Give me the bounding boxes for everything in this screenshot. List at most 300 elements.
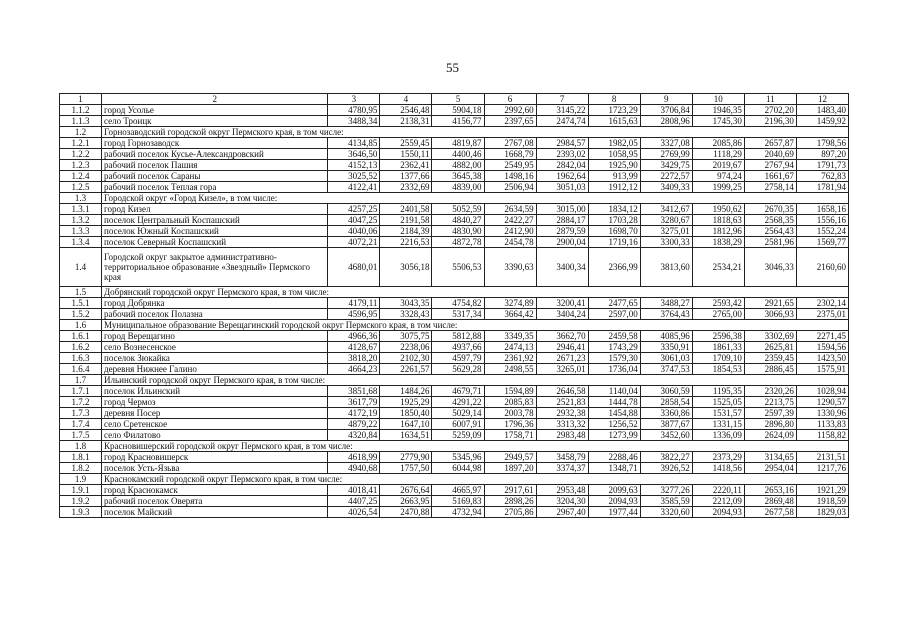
value-cell: 1550,11 — [380, 149, 432, 160]
value-cell: 2470,88 — [380, 507, 432, 518]
row-id: 1.6 — [60, 320, 102, 331]
value-cell: 3452,60 — [640, 430, 692, 441]
value-cell: 4047,25 — [328, 215, 380, 226]
value-cell: 4830,90 — [432, 226, 484, 237]
value-cell: 4085,96 — [640, 331, 692, 342]
value-cell: 2191,58 — [380, 215, 432, 226]
value-cell: 3051,03 — [536, 182, 588, 193]
value-cell: 2705,86 — [484, 507, 536, 518]
value-cell: 1950,62 — [692, 204, 744, 215]
value-cell: 2003,78 — [484, 408, 536, 419]
value-cell: 1977,44 — [588, 507, 640, 518]
settlement-name: город Усолье — [102, 105, 328, 116]
value-cell: 2884,17 — [536, 215, 588, 226]
value-cell: 2657,87 — [744, 138, 796, 149]
value-cell: 4134,85 — [328, 138, 380, 149]
table-row — [60, 149, 849, 160]
settlement-name: рабочий поселок Сараны — [102, 171, 328, 182]
value-cell: 3822,27 — [640, 452, 692, 463]
value-cell: 5169,83 — [432, 496, 484, 507]
settlement-name: село Филатово — [102, 430, 328, 441]
value-cell: 1796,36 — [484, 419, 536, 430]
value-cell: 2984,57 — [536, 138, 588, 149]
value-cell: 1594,56 — [796, 342, 848, 353]
settlement-name: поселок Ильинский — [102, 386, 328, 397]
table-row — [60, 160, 849, 171]
value-cell: 1531,57 — [692, 408, 744, 419]
value-cell: 3350,91 — [640, 342, 692, 353]
value-cell: 5345,96 — [432, 452, 484, 463]
value-cell: 2967,40 — [536, 507, 588, 518]
value-cell: 4665,97 — [432, 485, 484, 496]
settlement-name: поселок Усть-Язьва — [102, 463, 328, 474]
row-id: 1.7.3 — [60, 408, 102, 419]
value-cell: 2596,38 — [692, 331, 744, 342]
value-cell: 1661,67 — [744, 171, 796, 182]
table-row — [60, 463, 849, 474]
value-cell: 3200,41 — [536, 298, 588, 309]
value-cell: 2361,92 — [484, 353, 536, 364]
row-id: 1.4 — [60, 248, 102, 287]
value-cell: 4122,41 — [328, 182, 380, 193]
value-cell: 4179,11 — [328, 298, 380, 309]
value-cell: 2546,48 — [380, 105, 432, 116]
row-id: 1.8.1 — [60, 452, 102, 463]
settlement-name: поселок Северный Коспашский — [102, 237, 328, 248]
row-id: 1.7.4 — [60, 419, 102, 430]
value-cell: 1423,50 — [796, 353, 848, 364]
value-cell: 3300,33 — [640, 237, 692, 248]
value-cell: 3400,34 — [536, 248, 588, 287]
row-id: 1.6.1 — [60, 331, 102, 342]
value-cell: 2019,67 — [692, 160, 744, 171]
settlement-name: село Сретенское — [102, 419, 328, 430]
value-cell: 3204,30 — [536, 496, 588, 507]
value-cell: 3404,24 — [536, 309, 588, 320]
column-number: 1 — [60, 94, 102, 105]
column-number: 9 — [640, 94, 692, 105]
value-cell: 1484,26 — [380, 386, 432, 397]
value-cell: 1743,29 — [588, 342, 640, 353]
row-id: 1.2.3 — [60, 160, 102, 171]
value-cell: 3360,86 — [640, 408, 692, 419]
value-cell: 2099,63 — [588, 485, 640, 496]
row-id: 1.7.2 — [60, 397, 102, 408]
table-row — [60, 397, 849, 408]
settlement-name: рабочий поселок Теплая гора — [102, 182, 328, 193]
row-id: 1.7.5 — [60, 430, 102, 441]
row-id: 1.3.2 — [60, 215, 102, 226]
value-cell: 2238,06 — [380, 342, 432, 353]
value-cell: 1290,57 — [796, 397, 848, 408]
value-cell: 5029,14 — [432, 408, 484, 419]
value-cell: 2946,41 — [536, 342, 588, 353]
value-cell: 2477,65 — [588, 298, 640, 309]
value-cell: 5259,09 — [432, 430, 484, 441]
value-cell: 2422,27 — [484, 215, 536, 226]
value-cell: 3046,33 — [744, 248, 796, 287]
value-cell: 2597,39 — [744, 408, 796, 419]
value-cell: 3585,59 — [640, 496, 692, 507]
value-cell: 2213,75 — [744, 397, 796, 408]
row-id: 1.2.4 — [60, 171, 102, 182]
value-cell: 2767,08 — [484, 138, 536, 149]
value-cell: 1575,91 — [796, 364, 848, 375]
row-id: 1.3.4 — [60, 237, 102, 248]
value-cell: 1459,92 — [796, 116, 848, 127]
table-row — [60, 496, 849, 507]
value-cell: 1798,56 — [796, 138, 848, 149]
value-cell: 5317,34 — [432, 309, 484, 320]
value-cell: 2459,58 — [588, 331, 640, 342]
value-cell: 2131,51 — [796, 452, 848, 463]
value-cell: 2373,29 — [692, 452, 744, 463]
table-row — [60, 215, 849, 226]
table-row — [60, 507, 849, 518]
settlement-name: рабочий поселок Оверята — [102, 496, 328, 507]
value-cell: 4597,79 — [432, 353, 484, 364]
value-cell: 2879,59 — [536, 226, 588, 237]
row-id: 1.5 — [60, 287, 102, 298]
column-number: 7 — [536, 94, 588, 105]
settlement-name: поселок Центральный Коспашский — [102, 215, 328, 226]
value-cell: 3056,18 — [380, 248, 432, 287]
value-cell: 1256,52 — [588, 419, 640, 430]
value-cell: 3747,53 — [640, 364, 692, 375]
value-cell: 2040,69 — [744, 149, 796, 160]
value-cell: 4618,99 — [328, 452, 380, 463]
value-cell: 1781,94 — [796, 182, 848, 193]
value-cell: 2921,65 — [744, 298, 796, 309]
value-cell: 3060,59 — [640, 386, 692, 397]
value-cell: 4407,25 — [328, 496, 380, 507]
value-cell: 3409,33 — [640, 182, 692, 193]
value-cell: 1723,29 — [588, 105, 640, 116]
value-cell: 1918,59 — [796, 496, 848, 507]
value-cell: 2898,26 — [484, 496, 536, 507]
value-cell: 2653,16 — [744, 485, 796, 496]
value-cell: 1719,16 — [588, 237, 640, 248]
value-cell: 2506,94 — [484, 182, 536, 193]
group-title: Городской округ «Город Кизел», в том числе: — [102, 193, 849, 204]
group-title: Горнозаводский городской округ Пермского края, в том числе: — [102, 127, 849, 138]
settlement-name: город Красновишерск — [102, 452, 328, 463]
value-cell: 3877,67 — [640, 419, 692, 430]
group-row — [60, 127, 849, 138]
table-row — [60, 430, 849, 441]
value-cell: 2474,13 — [484, 342, 536, 353]
row-id: 1.7 — [60, 375, 102, 386]
value-cell: 2676,64 — [380, 485, 432, 496]
row-id: 1.7.1 — [60, 386, 102, 397]
value-cell: 1838,29 — [692, 237, 744, 248]
row-id: 1.2.2 — [60, 149, 102, 160]
value-cell: 2212,09 — [692, 496, 744, 507]
column-number: 11 — [744, 94, 796, 105]
value-cell: 3280,67 — [640, 215, 692, 226]
value-cell: 4152,13 — [328, 160, 380, 171]
settlement-name: деревня Нижнее Галино — [102, 364, 328, 375]
group-title: Краснокамский городской округ Пермского края, в том числе: — [102, 474, 849, 485]
value-cell: 2767,94 — [744, 160, 796, 171]
value-cell: 2094,93 — [692, 507, 744, 518]
table-row — [60, 298, 849, 309]
value-cell: 2184,39 — [380, 226, 432, 237]
group-title: Красновишерский городской округ Пермского края, в том числе: — [102, 441, 849, 452]
value-cell: 1118,29 — [692, 149, 744, 160]
table-row — [60, 248, 849, 287]
value-cell: 2085,86 — [692, 138, 744, 149]
value-cell: 2869,48 — [744, 496, 796, 507]
settlement-name: поселок Майский — [102, 507, 328, 518]
value-cell: 3302,69 — [744, 331, 796, 342]
value-cell: 1140,04 — [588, 386, 640, 397]
value-cell: 2624,09 — [744, 430, 796, 441]
row-id: 1.6.2 — [60, 342, 102, 353]
value-cell: 4780,95 — [328, 105, 380, 116]
row-id: 1.8 — [60, 441, 102, 452]
value-cell: 6007,91 — [432, 419, 484, 430]
value-cell: 1757,50 — [380, 463, 432, 474]
value-cell: 3075,75 — [380, 331, 432, 342]
value-cell: 3617,79 — [328, 397, 380, 408]
value-cell: 1829,03 — [796, 507, 848, 518]
value-cell: 2521,83 — [536, 397, 588, 408]
value-cell: 3646,50 — [328, 149, 380, 160]
value-cell: 1058,95 — [588, 149, 640, 160]
row-id: 1.9 — [60, 474, 102, 485]
value-cell: 3328,43 — [380, 309, 432, 320]
value-cell: 2534,21 — [692, 248, 744, 287]
value-cell: 4040,06 — [328, 226, 380, 237]
table-row — [60, 309, 849, 320]
settlement-name: город Верещагино — [102, 331, 328, 342]
value-cell: 3813,60 — [640, 248, 692, 287]
value-cell: 4172,19 — [328, 408, 380, 419]
table-row — [60, 342, 849, 353]
value-cell: 4937,66 — [432, 342, 484, 353]
value-cell: 1698,70 — [588, 226, 640, 237]
value-cell: 2498,55 — [484, 364, 536, 375]
table-row — [60, 171, 849, 182]
row-id: 1.6.3 — [60, 353, 102, 364]
value-cell: 1897,20 — [484, 463, 536, 474]
value-cell: 4840,27 — [432, 215, 484, 226]
value-cell: 2896,80 — [744, 419, 796, 430]
value-cell: 3926,52 — [640, 463, 692, 474]
value-cell: 1525,05 — [692, 397, 744, 408]
value-cell: 1982,05 — [588, 138, 640, 149]
value-cell: 6044,98 — [432, 463, 484, 474]
value-cell: 2412,90 — [484, 226, 536, 237]
row-id: 1.8.2 — [60, 463, 102, 474]
value-cell: 2900,04 — [536, 237, 588, 248]
column-number: 2 — [102, 94, 328, 105]
row-id: 1.2 — [60, 127, 102, 138]
value-cell: 3412,67 — [640, 204, 692, 215]
value-cell: 2953,48 — [536, 485, 588, 496]
value-cell: 1999,25 — [692, 182, 744, 193]
value-cell: 1703,28 — [588, 215, 640, 226]
value-cell: 4940,68 — [328, 463, 380, 474]
value-cell: 1758,71 — [484, 430, 536, 441]
group-row — [60, 474, 849, 485]
value-cell: 3818,20 — [328, 353, 380, 364]
value-cell: 4679,71 — [432, 386, 484, 397]
value-cell: 1791,73 — [796, 160, 848, 171]
row-id: 1.3 — [60, 193, 102, 204]
value-cell: 1615,63 — [588, 116, 640, 127]
table-row — [60, 105, 849, 116]
value-cell: 1946,35 — [692, 105, 744, 116]
value-cell: 1647,10 — [380, 419, 432, 430]
value-cell: 1912,12 — [588, 182, 640, 193]
settlement-name: город Краснокамск — [102, 485, 328, 496]
value-cell: 4128,67 — [328, 342, 380, 353]
value-cell: 2216,53 — [380, 237, 432, 248]
value-cell: 2302,14 — [796, 298, 848, 309]
value-cell: 1377,66 — [380, 171, 432, 182]
value-cell: 2597,00 — [588, 309, 640, 320]
value-cell: 4257,25 — [328, 204, 380, 215]
table-row — [60, 204, 849, 215]
row-id: 1.1.2 — [60, 105, 102, 116]
value-cell: 3145,22 — [536, 105, 588, 116]
value-cell: 1818,63 — [692, 215, 744, 226]
value-cell: 2858,54 — [640, 397, 692, 408]
value-cell: 3429,75 — [640, 160, 692, 171]
value-cell: 4839,00 — [432, 182, 484, 193]
value-cell: 1556,16 — [796, 215, 848, 226]
value-cell: 4072,21 — [328, 237, 380, 248]
value-cell: 2992,60 — [484, 105, 536, 116]
group-title: Добрянский городской округ Пермского края, в том числе: — [102, 287, 849, 298]
value-cell: 1668,79 — [484, 149, 536, 160]
settlement-name: город Добрянка — [102, 298, 328, 309]
row-id: 1.2.1 — [60, 138, 102, 149]
settlement-name: рабочий поселок Пашия — [102, 160, 328, 171]
value-cell: 4320,84 — [328, 430, 380, 441]
value-cell: 3277,26 — [640, 485, 692, 496]
value-cell: 1850,40 — [380, 408, 432, 419]
value-cell: 2758,14 — [744, 182, 796, 193]
value-cell: 3645,38 — [432, 171, 484, 182]
value-cell: 2393,02 — [536, 149, 588, 160]
value-cell: 1861,33 — [692, 342, 744, 353]
value-cell: 3664,42 — [484, 309, 536, 320]
value-cell: 1336,09 — [692, 430, 744, 441]
value-cell: 5904,18 — [432, 105, 484, 116]
column-number: 10 — [692, 94, 744, 105]
value-cell: 3706,84 — [640, 105, 692, 116]
value-cell: 3327,08 — [640, 138, 692, 149]
value-cell: 2454,78 — [484, 237, 536, 248]
value-cell: 1569,77 — [796, 237, 848, 248]
value-cell: 1925,90 — [588, 160, 640, 171]
value-cell: 4400,46 — [432, 149, 484, 160]
row-id: 1.6.4 — [60, 364, 102, 375]
value-cell: 2949,57 — [484, 452, 536, 463]
column-number: 8 — [588, 94, 640, 105]
value-cell: 2564,43 — [744, 226, 796, 237]
value-cell: 1834,12 — [588, 204, 640, 215]
value-cell: 1217,76 — [796, 463, 848, 474]
value-cell: 3313,32 — [536, 419, 588, 430]
value-cell: 3025,52 — [328, 171, 380, 182]
value-cell: 2094,93 — [588, 496, 640, 507]
settlement-name: деревня Посер — [102, 408, 328, 419]
value-cell: 1028,94 — [796, 386, 848, 397]
settlement-name: рабочий поселок Кусье-Александровский — [102, 149, 328, 160]
table-row — [60, 226, 849, 237]
value-cell: 2983,48 — [536, 430, 588, 441]
group-title: Муниципальное образование Верещагинский городской округ Пермского края, в том числе: — [102, 320, 849, 331]
row-id: 1.9.2 — [60, 496, 102, 507]
value-cell: 2160,60 — [796, 248, 848, 287]
value-cell: 2568,35 — [744, 215, 796, 226]
value-cell: 3061,03 — [640, 353, 692, 364]
value-cell: 2362,41 — [380, 160, 432, 171]
table-row — [60, 408, 849, 419]
value-cell: 1634,51 — [380, 430, 432, 441]
column-number: 3 — [328, 94, 380, 105]
value-cell: 2359,45 — [744, 353, 796, 364]
value-cell: 4291,22 — [432, 397, 484, 408]
value-cell: 913,99 — [588, 171, 640, 182]
group-row — [60, 320, 849, 331]
value-cell: 2196,30 — [744, 116, 796, 127]
value-cell: 4882,00 — [432, 160, 484, 171]
column-number: 6 — [484, 94, 536, 105]
value-cell: 1579,30 — [588, 353, 640, 364]
value-cell: 2917,61 — [484, 485, 536, 496]
group-row — [60, 375, 849, 386]
value-cell: 1709,10 — [692, 353, 744, 364]
value-cell: 3390,63 — [484, 248, 536, 287]
value-cell: 2559,45 — [380, 138, 432, 149]
table-row — [60, 331, 849, 342]
column-number-row — [60, 94, 849, 105]
value-cell: 2261,57 — [380, 364, 432, 375]
settlement-name: Городской округ закрытое административно-территориальное образование «Звездный» Пермского края — [102, 248, 328, 287]
column-number: 4 — [380, 94, 432, 105]
value-cell: 3320,60 — [640, 507, 692, 518]
row-id: 1.3.3 — [60, 226, 102, 237]
value-cell: 2549,95 — [484, 160, 536, 171]
settlement-name: село Вознесенское — [102, 342, 328, 353]
value-cell: 2474,74 — [536, 116, 588, 127]
value-cell: 2220,11 — [692, 485, 744, 496]
value-cell: 2702,20 — [744, 105, 796, 116]
table-row — [60, 353, 849, 364]
group-row — [60, 193, 849, 204]
value-cell: 2954,04 — [744, 463, 796, 474]
value-cell: 3374,37 — [536, 463, 588, 474]
value-cell: 2646,58 — [536, 386, 588, 397]
value-cell: 5506,53 — [432, 248, 484, 287]
value-cell: 1330,96 — [796, 408, 848, 419]
value-cell: 2808,96 — [640, 116, 692, 127]
value-cell: 2320,26 — [744, 386, 796, 397]
column-number: 5 — [432, 94, 484, 105]
value-cell: 1658,16 — [796, 204, 848, 215]
value-cell: 2332,69 — [380, 182, 432, 193]
value-cell: 3015,00 — [536, 204, 588, 215]
row-id: 1.2.5 — [60, 182, 102, 193]
row-id: 1.1.3 — [60, 116, 102, 127]
value-cell: 4664,23 — [328, 364, 380, 375]
value-cell: 4966,36 — [328, 331, 380, 342]
